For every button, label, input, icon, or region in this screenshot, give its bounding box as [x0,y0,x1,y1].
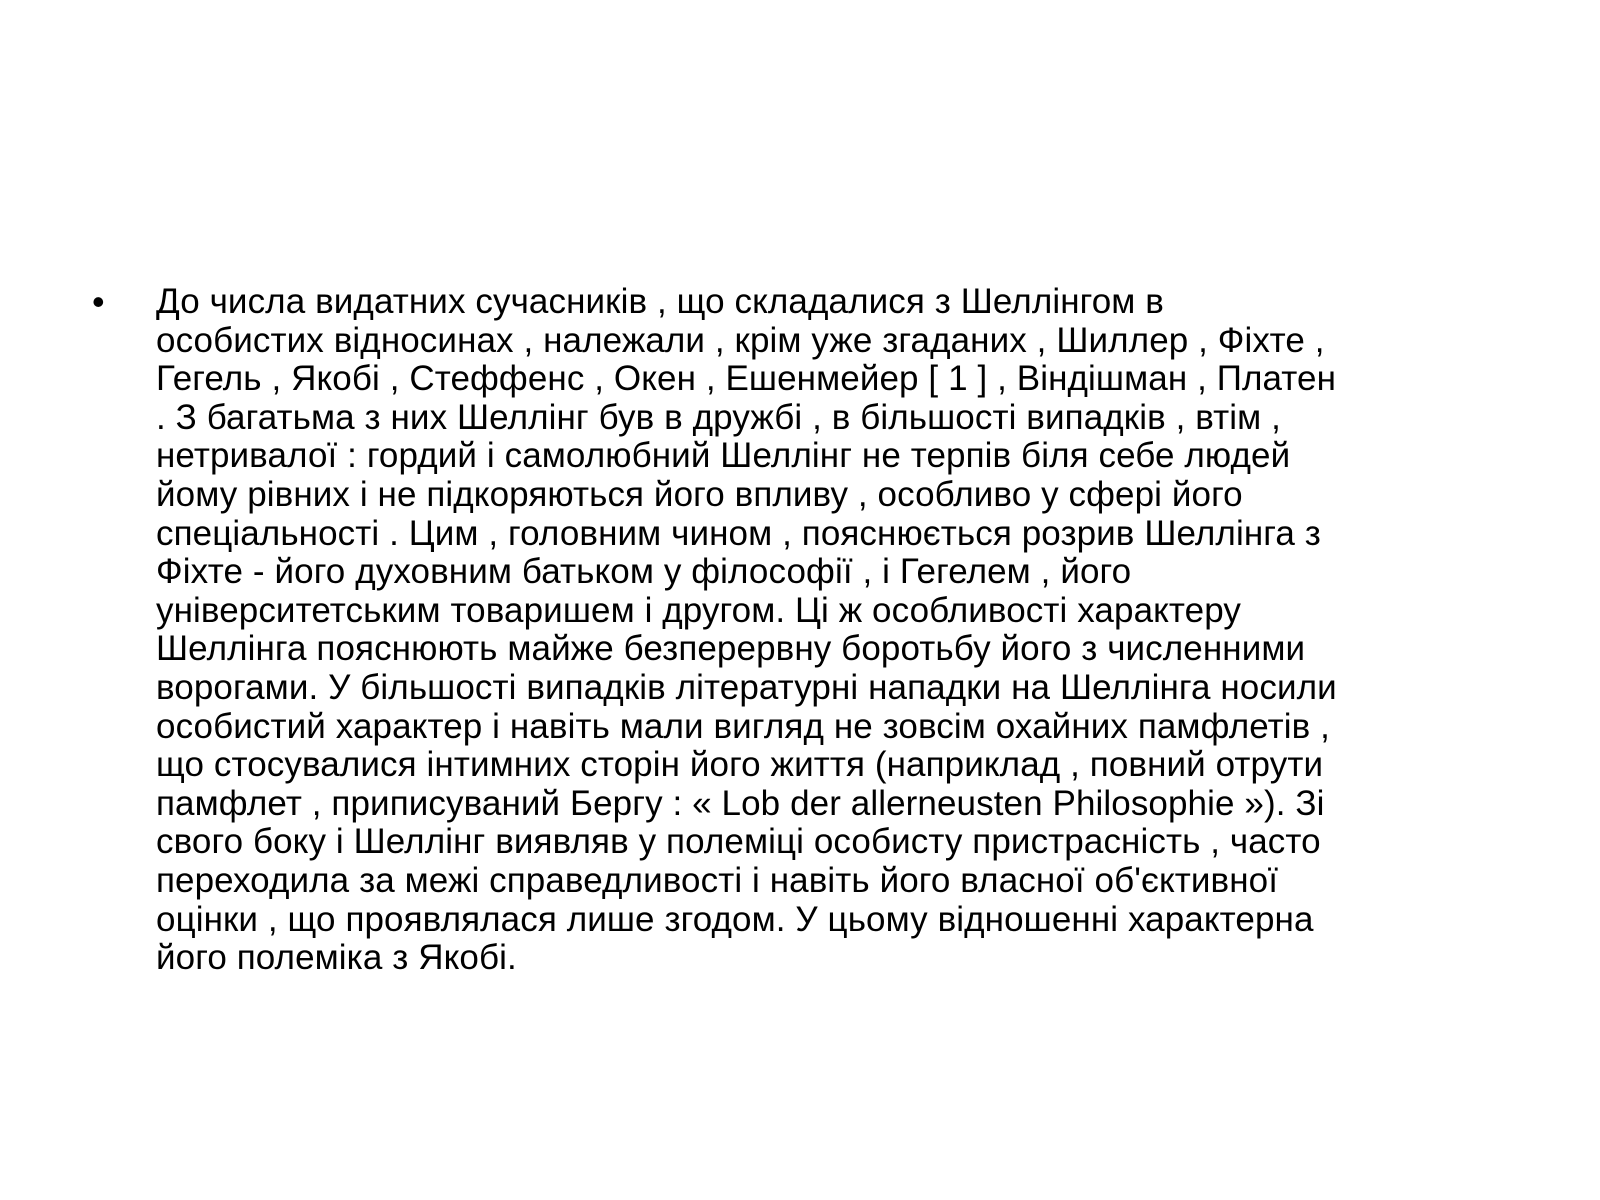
paragraph-line: переходила за межі справедливості і навіть його власної об'єктивної [156,860,1279,900]
paragraph-line: Фіхте - його духовним батьком у філософії , і Гегелем , його [156,552,1132,592]
paragraph-line: спеціальності . Цим , головним чином , пояснюється розрив Шеллінга з [156,513,1321,553]
paragraph-line: Шеллінга пояснюють майже безперервну боротьбу його з численними [156,629,1306,669]
bullet-paragraph [156,283,1536,978]
paragraph-line: особистий характер і навіть мали вигляд не зовсім охайних памфлетів , [156,706,1330,746]
paragraph-line: йому рівних і не підкоряються його впливу , особливо у сфері його [156,474,1243,514]
paragraph-line: До числа видатних сучасників , що складалися з Шеллінгом в [156,282,1164,321]
paragraph-line: ворогами. У більшості випадків літературні нападки на Шеллінга носили [156,667,1337,707]
bullet-marker: • [92,281,105,322]
paragraph-line: його полеміка з Якобі. [156,938,517,978]
paragraph-line: . З багатьма з них Шеллінг був в дружбі , в більшості випадків , втім , [156,397,1281,437]
paragraph-line: Гегель , Якобі , Стеффенс , Окен , Ешенмейер [ 1 ] , Віндішман , Платен [156,359,1337,399]
paragraph-line: особистих відносинах , належали , крім уже згаданих , Шиллер , Фіхте , [156,320,1325,360]
paragraph-line: нетривалої : гордий і самолюбний Шеллінг не терпів біля себе людей [156,436,1291,476]
paragraph-line: що стосувалися інтимних сторін його життя (наприклад , повний отрути [156,745,1324,785]
paragraph-line: оцінки , що проявлялася лише згодом. У цьому відношенні характерна [156,899,1314,939]
paragraph-line: свого боку і Шеллінг виявляв у полеміці особисту пристрасність , часто [156,822,1321,862]
paragraph-line: памфлет , приписуваний Бергу : « Lob der allerneusten Philosophie »). Зі [156,783,1325,823]
paragraph-line: університетським товаришем і другом. Ці ж особливості характеру [156,590,1242,630]
